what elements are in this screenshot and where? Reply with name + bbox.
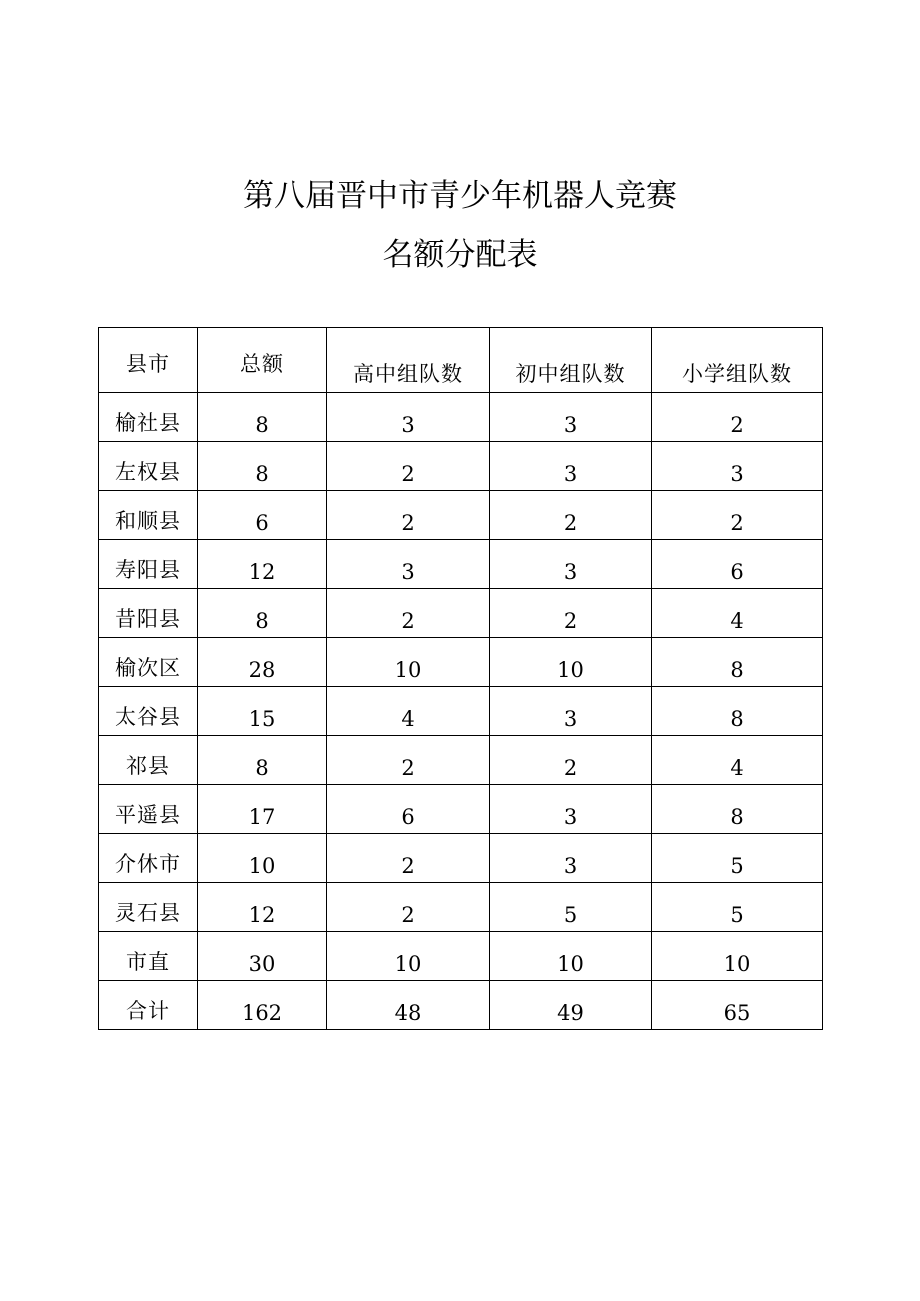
cell-high-school: 6 bbox=[327, 785, 490, 834]
table-row bbox=[99, 834, 823, 883]
cell-county: 寿阳县 bbox=[99, 540, 198, 589]
cell-primary-school: 4 bbox=[652, 589, 823, 638]
table-header-row bbox=[99, 328, 823, 393]
cell-county: 昔阳县 bbox=[99, 589, 198, 638]
cell-high-school: 2 bbox=[327, 834, 490, 883]
cell-high-school: 4 bbox=[327, 687, 490, 736]
table-row bbox=[99, 638, 823, 687]
cell-total: 17 bbox=[198, 785, 327, 834]
cell-total: 15 bbox=[198, 687, 327, 736]
cell-county: 榆社县 bbox=[99, 393, 198, 442]
cell-middle-school: 3 bbox=[490, 393, 652, 442]
cell-middle-school: 5 bbox=[490, 883, 652, 932]
cell-high-school: 2 bbox=[327, 491, 490, 540]
cell-primary-school: 8 bbox=[652, 785, 823, 834]
cell-total: 8 bbox=[198, 736, 327, 785]
cell-primary-school: 8 bbox=[652, 638, 823, 687]
cell-high-school: 48 bbox=[327, 981, 490, 1030]
cell-middle-school: 2 bbox=[490, 736, 652, 785]
cell-high-school: 2 bbox=[327, 883, 490, 932]
cell-high-school: 10 bbox=[327, 932, 490, 981]
header-total: 总额 bbox=[198, 328, 327, 393]
cell-county: 平遥县 bbox=[99, 785, 198, 834]
cell-total: 6 bbox=[198, 491, 327, 540]
header-primary-school: 小学组队数 bbox=[652, 328, 823, 393]
cell-primary-school: 5 bbox=[652, 883, 823, 932]
cell-total: 30 bbox=[198, 932, 327, 981]
cell-primary-school: 6 bbox=[652, 540, 823, 589]
cell-county: 合计 bbox=[99, 981, 198, 1030]
cell-primary-school: 10 bbox=[652, 932, 823, 981]
table-row bbox=[99, 491, 823, 540]
cell-county: 灵石县 bbox=[99, 883, 198, 932]
cell-high-school: 2 bbox=[327, 589, 490, 638]
cell-middle-school: 10 bbox=[490, 932, 652, 981]
cell-middle-school: 3 bbox=[490, 687, 652, 736]
cell-primary-school: 2 bbox=[652, 491, 823, 540]
cell-middle-school: 2 bbox=[490, 491, 652, 540]
cell-primary-school: 65 bbox=[652, 981, 823, 1030]
cell-total: 8 bbox=[198, 442, 327, 491]
cell-total: 162 bbox=[198, 981, 327, 1030]
cell-high-school: 3 bbox=[327, 393, 490, 442]
table-row bbox=[99, 785, 823, 834]
table-total-row bbox=[99, 981, 823, 1030]
cell-high-school: 3 bbox=[327, 540, 490, 589]
table-row bbox=[99, 883, 823, 932]
cell-middle-school: 3 bbox=[490, 834, 652, 883]
cell-county: 太谷县 bbox=[99, 687, 198, 736]
cell-middle-school: 3 bbox=[490, 442, 652, 491]
cell-primary-school: 2 bbox=[652, 393, 823, 442]
cell-total: 12 bbox=[198, 883, 327, 932]
cell-middle-school: 3 bbox=[490, 785, 652, 834]
cell-county: 和顺县 bbox=[99, 491, 198, 540]
cell-middle-school: 49 bbox=[490, 981, 652, 1030]
cell-high-school: 2 bbox=[327, 736, 490, 785]
cell-county: 榆次区 bbox=[99, 638, 198, 687]
header-high-school: 高中组队数 bbox=[327, 328, 490, 393]
cell-primary-school: 3 bbox=[652, 442, 823, 491]
header-county: 县市 bbox=[99, 328, 198, 393]
table-row bbox=[99, 736, 823, 785]
cell-middle-school: 10 bbox=[490, 638, 652, 687]
table-row bbox=[99, 442, 823, 491]
table-row bbox=[99, 589, 823, 638]
table-row bbox=[99, 540, 823, 589]
page-title: 第八届晋中市青少年机器人竞赛 bbox=[243, 178, 677, 214]
cell-total: 8 bbox=[198, 393, 327, 442]
cell-county: 祁县 bbox=[99, 736, 198, 785]
cell-total: 8 bbox=[198, 589, 327, 638]
header-middle-school: 初中组队数 bbox=[490, 328, 652, 393]
cell-county: 左权县 bbox=[99, 442, 198, 491]
cell-county: 市直 bbox=[99, 932, 198, 981]
quota-table bbox=[98, 327, 823, 1030]
cell-primary-school: 4 bbox=[652, 736, 823, 785]
table-row bbox=[99, 393, 823, 442]
table-row bbox=[99, 687, 823, 736]
cell-total: 28 bbox=[198, 638, 327, 687]
page-subtitle: 名额分配表 bbox=[382, 237, 538, 273]
cell-primary-school: 8 bbox=[652, 687, 823, 736]
cell-county: 介休市 bbox=[99, 834, 198, 883]
table-row bbox=[99, 932, 823, 981]
cell-total: 10 bbox=[198, 834, 327, 883]
cell-middle-school: 2 bbox=[490, 589, 652, 638]
cell-total: 12 bbox=[198, 540, 327, 589]
cell-primary-school: 5 bbox=[652, 834, 823, 883]
cell-middle-school: 3 bbox=[490, 540, 652, 589]
cell-high-school: 2 bbox=[327, 442, 490, 491]
cell-high-school: 10 bbox=[327, 638, 490, 687]
